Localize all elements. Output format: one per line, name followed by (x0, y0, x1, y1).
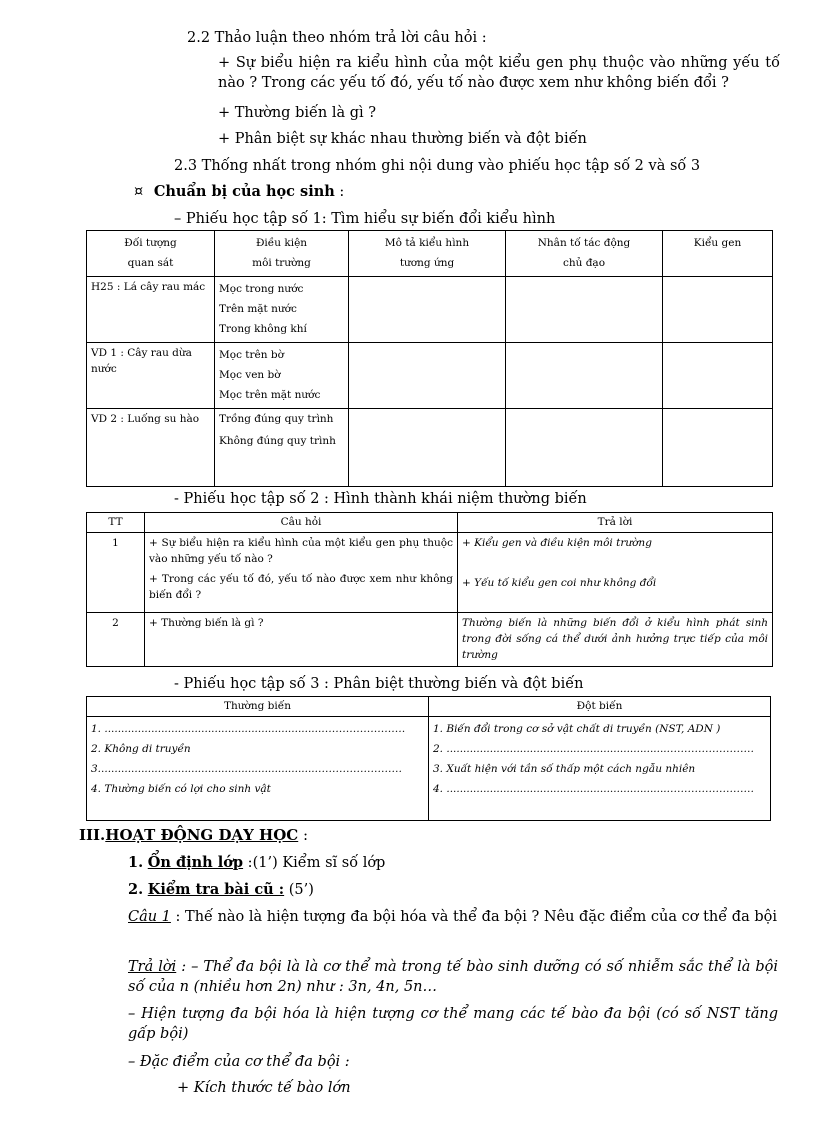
sheet2-header: TT (87, 513, 145, 533)
bullet-icon: ¤ (134, 184, 144, 200)
section-2-2-bullet-1: + Sự biểu hiện ra kiểu hình của một kiểu gen phụ thuộc vào những yếu tố nào ? Trong các yếu tố đó, yếu tố nào được xem như không biến đổi ? (218, 55, 780, 91)
empty-cell (506, 277, 663, 343)
answer-1-line-2: – Hiện tượng đa bội hóa là hiện tượng cơ thể mang các tế bào đa bội (có số NST tăng gấp bội) (128, 1006, 778, 1042)
table-row (87, 277, 773, 343)
table-row (87, 343, 773, 409)
sheet2-header: Câu hỏi (145, 513, 458, 533)
subject-cell: VD 2 : Luống su hào (87, 409, 215, 487)
section-2-2-heading: 2.2 Thảo luận theo nhóm trả lời câu hỏi : (187, 30, 487, 46)
subject-cell: H25 : Lá cây rau mác (87, 277, 215, 343)
conditions-cell: Mọc trên bờ Mọc ven bờ Mọc trên mặt nước (215, 343, 349, 409)
empty-cell (349, 277, 506, 343)
question-cell: + Sự biểu hiện ra kiểu hình của một kiểu gen phụ thuộc vào những yếu tố nào ? + Trong các yếu tố đó, yếu tố nào được xem như không biến đổi ? (145, 533, 458, 613)
question-cell: + Thường biến là gì ? (145, 613, 458, 667)
sheet2-caption: - Phiếu học tập số 2 : Hình thành khái niệm thường biến (174, 491, 587, 507)
section-3-heading: III.HOẠT ĐỘNG DẠY HỌC : (79, 826, 309, 844)
student-prep-title: Chuẩn bị của học sinh (153, 183, 335, 200)
sheet3-header: Thường biến (87, 697, 429, 717)
answer-1-line-3: – Đặc điểm của cơ thể đa bội : (128, 1054, 350, 1070)
empty-cell (663, 277, 773, 343)
section-2-2-bullet-3: + Phân biệt sự khác nhau thường biến và đột biến (218, 131, 587, 147)
sheet1-caption: – Phiếu học tập số 1: Tìm hiểu sự biến đổi kiểu hình (174, 211, 556, 227)
empty-cell (506, 409, 663, 487)
sheet3-caption: - Phiếu học tập số 3 : Phân biệt thường biến và đột biến (174, 676, 584, 692)
table-row (87, 533, 773, 613)
answer-cell: + Kiểu gen và điều kiện môi trường + Yếu tố kiểu gen coi như không đổi (458, 533, 773, 613)
sheet1-header-row (87, 231, 773, 277)
sheet3-header-row (87, 697, 771, 717)
sheet2-header: Trả lời (458, 513, 773, 533)
sheet1-table (86, 230, 773, 487)
conditions-cell: Mọc trong nước Trên mặt nước Trong không khí (215, 277, 349, 343)
empty-cell (349, 343, 506, 409)
modification-column: 1. .................................................................…………………… 2. Không di truyền 3..................................................................…………………… 4. Thường biến có lợi cho sinh vật (87, 717, 429, 821)
sheet1-header: Đối tượng quan sát (87, 231, 215, 277)
tt-cell: 1 (87, 533, 145, 613)
student-prep-heading (134, 182, 344, 202)
student-prep-colon: : (339, 184, 345, 200)
sheet3-table (86, 696, 771, 821)
sheet2-table (86, 512, 773, 667)
answer-cell: Thường biến là những biến đổi ở kiểu hình phát sinh trong đời sống cá thể dưới ảnh hưởng trực tiếp của môi trường (458, 613, 773, 667)
conditions-cell: Trồng đúng quy trình Không đúng quy trình (215, 409, 349, 487)
item-2: 2. Kiểm tra bài cũ : (5’) (128, 881, 314, 898)
sheet1-header: Mô tả kiểu hình tương ứng (349, 231, 506, 277)
tt-cell: 2 (87, 613, 145, 667)
empty-cell (349, 409, 506, 487)
section-2-3-heading: 2.3 Thống nhất trong nhóm ghi nội dung vào phiếu học tập số 2 và số 3 (174, 158, 701, 174)
sheet1-header: Điều kiện môi trường (215, 231, 349, 277)
mutation-column: 1. Biến đổi trong cơ sở vật chất di truyền (NST, ADN ) 2. ...................................................................…………………… 3. Xuất hiện với tần số thấp một cách ngẫu nhiên 4. ...................................................................…………………… (429, 717, 771, 821)
section-2-2-bullet-2: + Thường biến là gì ? (218, 105, 377, 121)
empty-cell (663, 343, 773, 409)
empty-cell (663, 409, 773, 487)
question-1: Câu 1 : Thế nào là hiện tượng đa bội hóa và thể đa bội ? Nêu đặc điểm của cơ thể đa bội (128, 909, 777, 925)
subject-cell: VD 1 : Cây rau dừa nước (87, 343, 215, 409)
answer-1: Trả lời : – Thể đa bội là là cơ thể mà trong tế bào sinh dưỡng có số nhiễm sắc thể là bội số của n (nhiều hơn 2n) như : 3n, 4n, 5n… (128, 959, 778, 995)
table-row (87, 717, 771, 821)
answer-1-line-4: + Kích thước tế bào lớn (177, 1080, 351, 1096)
sheet1-header: Kiểu gen (663, 231, 773, 277)
sheet3-header: Đột biến (429, 697, 771, 717)
table-row (87, 613, 773, 667)
item-1: 1. Ổn định lớp :(1’) Kiểm sĩ số lớp (128, 854, 386, 871)
table-row (87, 409, 773, 487)
sheet2-header-row (87, 513, 773, 533)
empty-cell (506, 343, 663, 409)
sheet1-header: Nhân tố tác động chủ đạo (506, 231, 663, 277)
